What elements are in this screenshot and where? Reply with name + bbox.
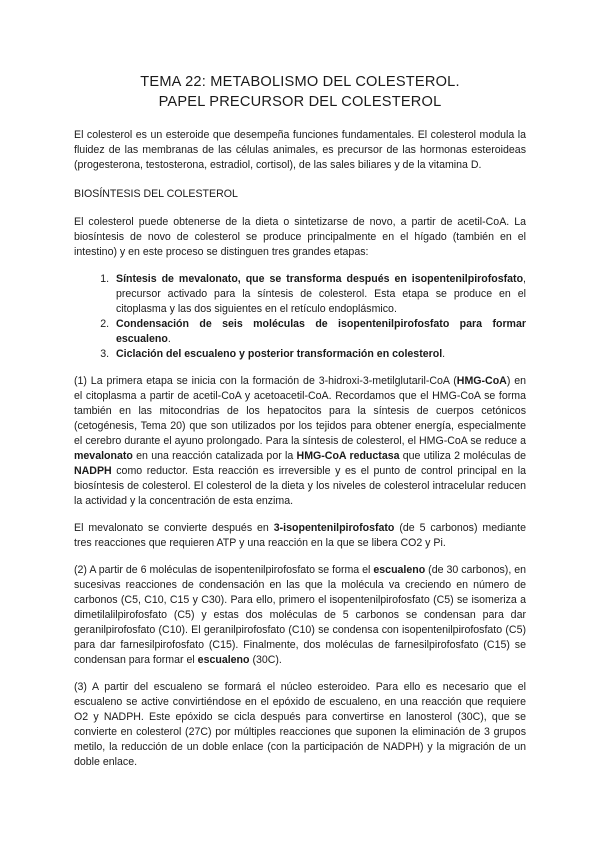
bold-term: escualeno [373,564,426,576]
list-item [112,347,526,362]
list-item-1-text: , precursor activado para la síntesis de colesterol. Esta etapa se produce en el citoplasma y las dos siguientes en el retículo endoplásmico. [116,273,526,315]
text-run: El mevalonato se convierte después en [74,522,274,534]
intro-paragraph: El colesterol es un esteroide que desempeña funciones fundamentales. El colesterol modula la fluidez de las membranas de las células animales, es precursor de las hormonas esteroideas (progesterona, testosterona, estradiol, cortisol), de las sales biliares y de la vitamina D. [74,129,526,171]
stage-2-paragraph [74,563,526,668]
list-item-2-bold: Condensación de seis moléculas de isopentenilpirofosfato para formar escualeno [116,318,526,345]
title-line-1: TEMA 22: METABOLISMO DEL COLESTEROL. [140,74,460,90]
bold-term: escualeno [197,654,250,666]
biosynthesis-paragraph: El colesterol puede obtenerse de la dieta o sintetizarse de novo, a partir de acetil-CoA. La biosíntesis de novo de colesterol se produce principalmente en el hígado (también en el intestino) y en este proceso se distinguen tres grandes etapas: [74,216,526,258]
list-item-3-text: . [442,348,446,360]
text-run: como reductor. Esta reacción es irreversible y es el punto de control principal en la biosíntesis de colesterol. El colesterol de la dieta y los niveles de colesterol intracelular reducen la actividad y la concentración de esta enzima. [74,465,526,507]
list-item-3-bold: Ciclación del escualeno y posterior transformación en colesterol [116,348,443,360]
list-item [112,272,526,317]
bold-term: 3-isopentenilpirofosfato [273,522,395,534]
list-item-2-text: . [167,333,171,345]
list-item [112,317,526,347]
text-run: (1) La primera etapa se inicia con la formación de 3-hidroxi-3-metilglutaril-CoA ( [74,375,457,387]
stages-list [74,272,526,362]
bold-term: HMG-CoA [456,375,507,387]
list-item-1-bold: Síntesis de mevalonato, que se transforma después en isopentenilpirofosfato [116,273,524,285]
bold-term: mevalonato [74,450,133,462]
text-run: que utiliza 2 moléculas de [399,450,526,462]
text-run: (30C). [249,654,282,666]
mevalonate-paragraph [74,521,526,551]
section-heading: BIOSÍNTESIS DEL COLESTEROL [74,188,238,200]
page-title [74,72,526,112]
text-run: en una reacción catalizada por la [132,450,297,462]
title-line-2: PAPEL PRECURSOR DEL COLESTEROL [158,94,442,110]
text-run: (de 30 carbonos), en sucesivas reacciones de condensación en las que la molécula va creciendo en número de carbonos (C5, C10, C15 y C30). Para ello, primero el isopentenilpirofosfato (C5) se isomeriza a dimetilalilpirofosfato (C5) y estas dos moléculas de 5 carbonos se condensan para dar geranilpirofosfato (C10). El geranilpirofosfato (C10) se condensa con isopentenilpirofosfato (C5) para dar farnesilpirofosfato (C15). Finalmente, dos moléculas de farnesilpirofosfato (C15) se condensan para formar el [74,564,527,666]
bold-term: HMG-CoA reductasa [296,450,400,462]
stage-3-paragraph: (3) A partir del escualeno se formará el núcleo esteroideo. Para ello es necesario que el escualeno se active convirtiéndose en el epóxido de escualeno, en una reacción que requiere O2 y NADPH. Este epóxido se cicla después para convertirse en lanosterol (30C), que se convierte en colesterol (27C) por múltiples reacciones que suponen la eliminación de 3 grupos metilo, la reducción de un doble enlace (con la participación de NADPH) y la migración de un doble enlace. [74,681,526,768]
text-run: (2) A partir de 6 moléculas de isopentenilpirofosfato se forma el [74,564,374,576]
text-run: (de 5 carbonos) mediante tres reacciones que requieren ATP y una reacción en la que se libera CO2 y Pi. [74,522,526,549]
bold-term: NADPH [74,465,112,477]
text-run: ) en el citoplasma a partir de acetil-CoA y acetoacetil-CoA. Recordamos que el HMG-CoA se forma también en las mitocondrias de los hepatocitos para la síntesis de cuerpos cetónicos (cetogénesis, Tema 20) que son utilizados por los tejidos para obtener energía, especialmente el cerebro durante el ayuno prolongado. Para la síntesis de colesterol, el HMG-CoA se reduce a [74,375,526,447]
stage-1-paragraph [74,374,526,509]
